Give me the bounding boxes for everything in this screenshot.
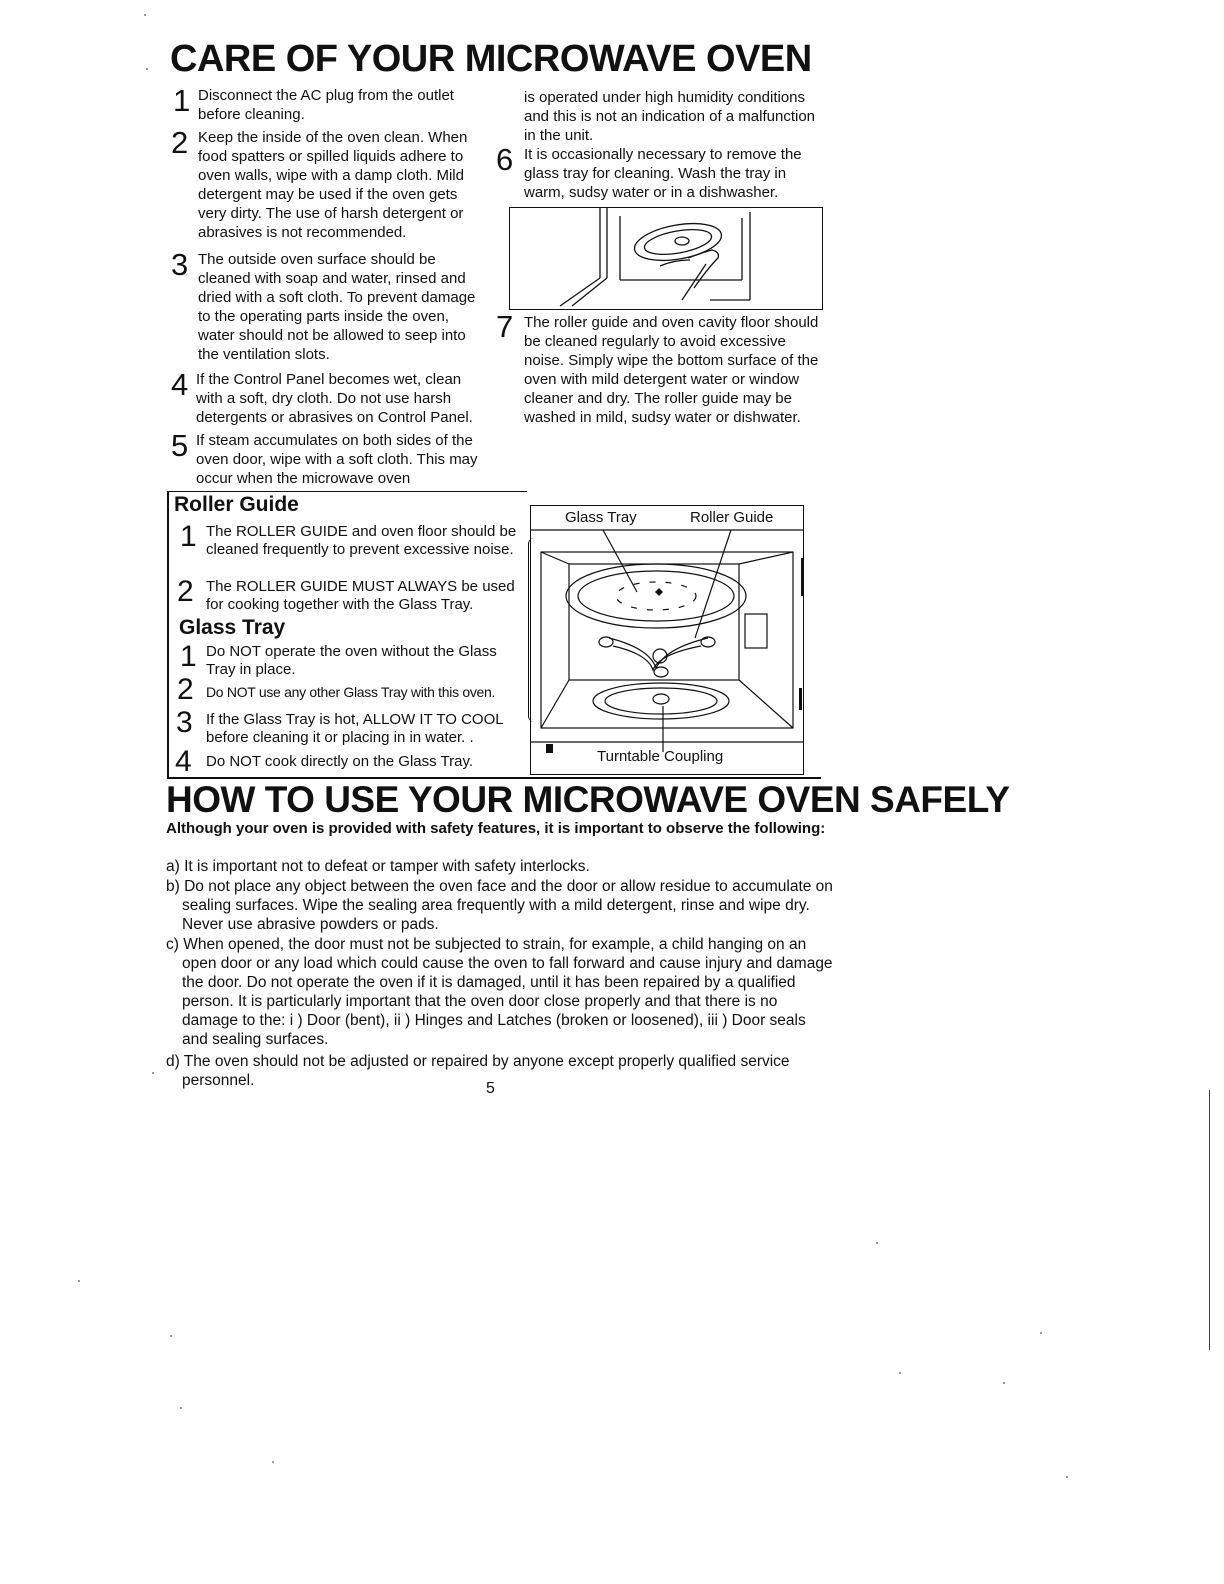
scan-speck xyxy=(180,1407,182,1409)
safety-title: HOW TO USE YOUR MICROWAVE OVEN SAFELY xyxy=(166,779,1010,820)
care-item-number: 3 xyxy=(171,247,189,282)
care-item-number: 2 xyxy=(171,125,189,160)
glass-item-text: Do NOT use any other Glass Tray with this oven. xyxy=(206,684,496,700)
roller-guide-title: Roller Guide xyxy=(174,493,299,516)
care-item-number: 4 xyxy=(171,367,189,402)
roller-box-top-edge xyxy=(167,491,527,492)
glass-tray-title: Glass Tray xyxy=(179,616,286,639)
tray-removal-drawing xyxy=(510,208,822,309)
care-item-text: Disconnect the AC plug from the outlet before cleaning. xyxy=(198,87,454,123)
scan-speck xyxy=(146,68,148,70)
care-item-5-continued: is operated under high humidity conditions and this is not an indication of a malfunction in the unit. xyxy=(524,89,816,144)
oven-cavity-drawing xyxy=(531,506,803,774)
roller-item-text: The ROLLER GUIDE MUST ALWAYS be used for cooking together with the Glass Tray. xyxy=(206,578,515,613)
diagram-left-bracket xyxy=(528,538,534,722)
scan-speck xyxy=(1003,1382,1005,1384)
safety-item-b: b) Do not place any object between the oven face and the door or allow residue to accumulate on sealing surfaces. Wipe the sealing area frequently with a mild detergent, rinse and wipe dry. Never use abrasive powders or pads. xyxy=(166,878,833,933)
tray-removal-illustration xyxy=(509,207,823,310)
diagram-foot-mark xyxy=(546,744,553,753)
care-item-text: The outside oven surface should be cleaned with soap and water, rinsed and dried with a soft cloth. To prevent damage to the operating parts inside the oven, water should not be allowed to seep into the ventilation slots. xyxy=(198,251,476,363)
scan-speck xyxy=(1040,1332,1042,1334)
page-number: 5 xyxy=(486,1080,495,1097)
safety-item-a: a) It is important not to defeat or tamper with safety interlocks. xyxy=(166,858,590,875)
scan-speck xyxy=(170,1335,172,1337)
safety-intro: Although your oven is provided with safety features, it is important to observe the following: xyxy=(166,820,826,837)
glass-item-text: If the Glass Tray is hot, ALLOW IT TO COOL before cleaning it or placing in in water. . xyxy=(206,711,504,746)
oven-interior-diagram xyxy=(530,505,804,775)
glass-item-text: Do NOT cook directly on the Glass Tray. xyxy=(206,753,474,770)
diagram-label-glass-tray: Glass Tray xyxy=(565,509,637,526)
care-item-number: 5 xyxy=(171,428,189,463)
page-edge-line xyxy=(1209,1090,1210,1350)
diagram-label-turntable-coupling: Turntable Coupling xyxy=(597,748,724,765)
care-item-text: It is occasionally necessary to remove the glass tray for cleaning. Wash the tray in warm, sudsy water or in a dishwasher. xyxy=(524,146,802,201)
care-item-text: Keep the inside of the oven clean. When food spatters or spilled liquids adhere to oven walls, wipe with a damp cloth. Mild detergent may be used if the oven gets very dirty. The use of harsh detergent or abrasives is not recommended. xyxy=(198,129,468,241)
care-item-number: 6 xyxy=(496,142,514,177)
glass-item-number: 4 xyxy=(175,745,192,778)
scan-speck xyxy=(899,1372,901,1374)
diagram-label-roller-guide: Roller Guide xyxy=(690,509,774,526)
glass-item-number: 3 xyxy=(176,706,193,739)
glass-item-number: 2 xyxy=(177,673,194,706)
care-item-text: If steam accumulates on both sides of the oven door, wipe with a soft cloth. This may occur when the microwave oven xyxy=(196,432,478,487)
care-title: CARE OF YOUR MICROWAVE OVEN xyxy=(170,38,812,80)
care-item-text: The roller guide and oven cavity floor should be cleaned regularly to avoid excessive noise. Simply wipe the bottom surface of the oven with mild detergent water or window cleaner and dry. The roller guide may be washed in mild, sudsy water or dishwater. xyxy=(524,314,819,426)
care-item-number: 1 xyxy=(173,83,191,118)
scan-speck xyxy=(272,1461,274,1463)
safety-item-d: d) The oven should not be adjusted or repaired by anyone except properly qualified service personnel. xyxy=(166,1053,790,1089)
scan-speck xyxy=(78,1280,80,1282)
roller-item-text: The ROLLER GUIDE and oven floor should be cleaned frequently to prevent excessive noise. xyxy=(206,523,517,558)
glass-item-text: Do NOT operate the oven without the Glass Tray in place. xyxy=(206,643,497,678)
scan-speck xyxy=(876,1242,878,1244)
scan-speck xyxy=(152,1072,154,1074)
glass-item-number: 1 xyxy=(180,640,197,673)
scan-speck xyxy=(1066,1476,1068,1478)
roller-item-number: 2 xyxy=(177,575,194,608)
safety-item-c: c) When opened, the door must not be subjected to strain, for example, a child hanging on an open door or any load which could cause the oven to fall forward and cause injury and damage the door. Do not operate the oven if it is damaged, until it has been repaired by a qualified person. It is particularly important that the oven door close properly and that there is no damage to the: i ) Door (bent), ii ) Hinges and Latches (broken or loosened), iii ) Door seals and sealing surfaces. xyxy=(166,936,833,1048)
roller-item-number: 1 xyxy=(180,520,197,553)
care-item-text: If the Control Panel becomes wet, clean with a soft, dry cloth. Do not use harsh detergents or abrasives on Control Panel. xyxy=(196,371,473,426)
scan-speck xyxy=(144,14,146,16)
care-item-number: 7 xyxy=(496,309,514,344)
